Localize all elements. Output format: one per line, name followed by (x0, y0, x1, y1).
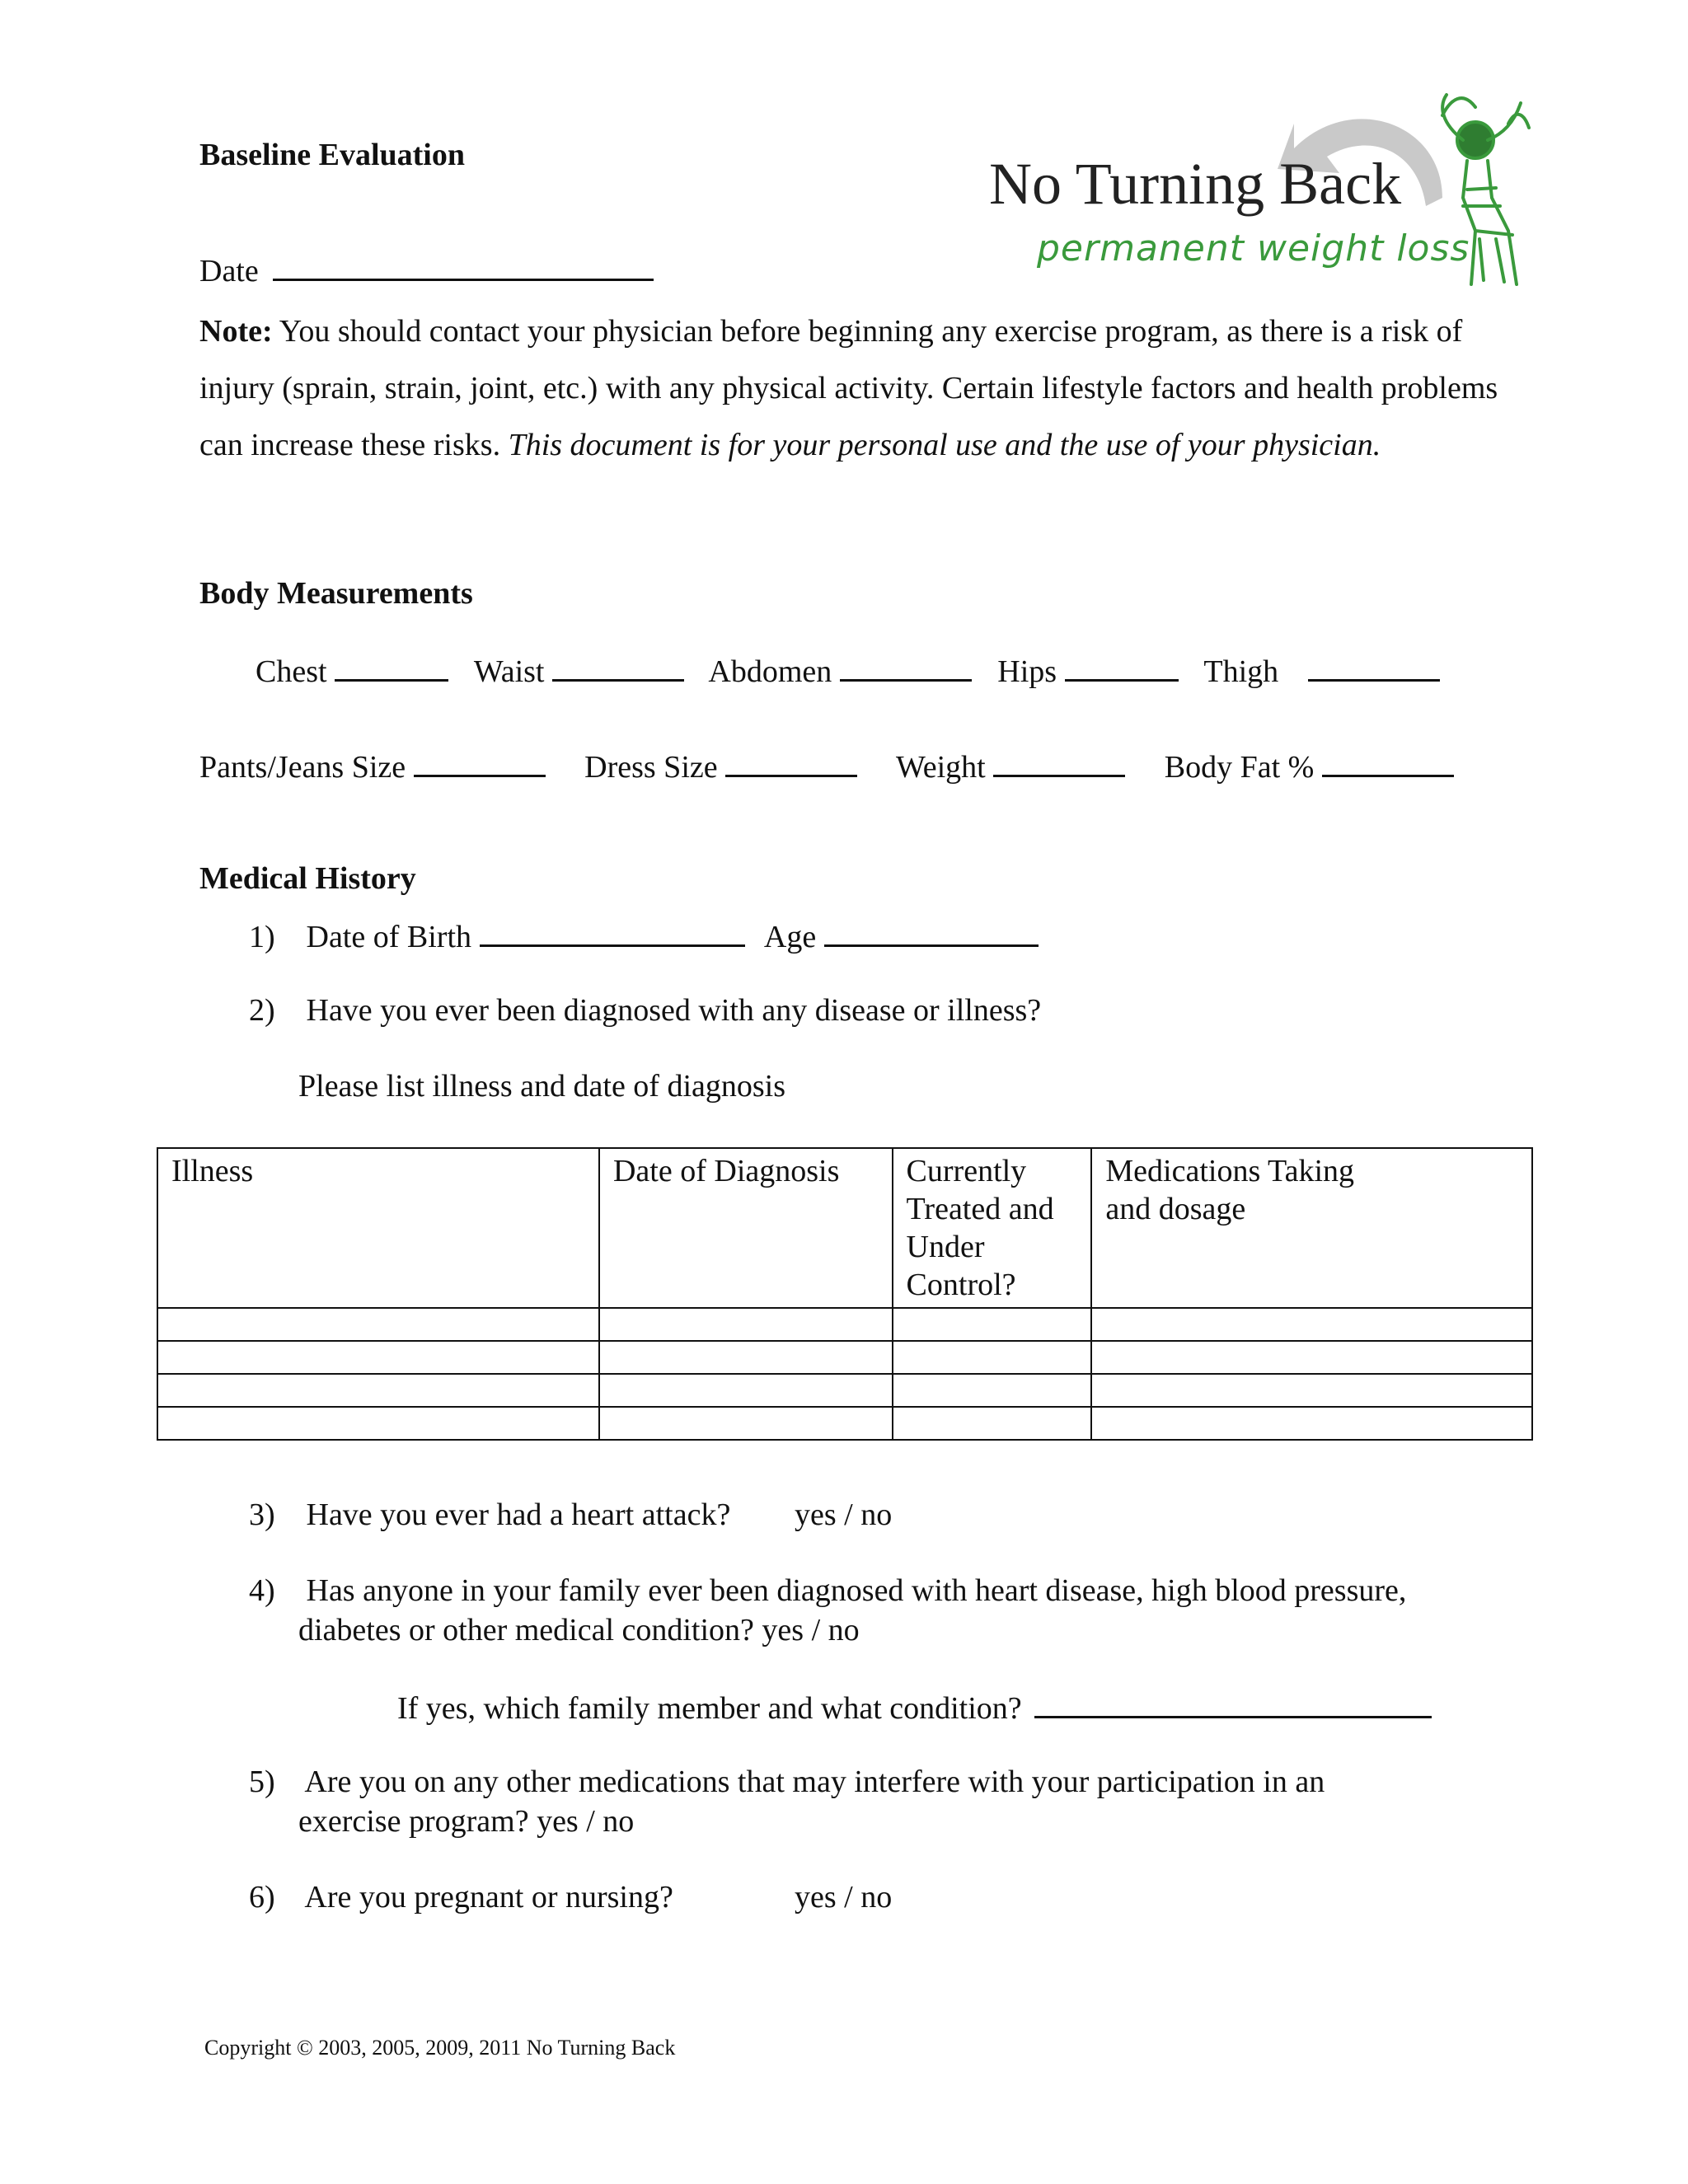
thigh-blank[interactable] (1308, 651, 1440, 682)
measurements-row-1 (256, 651, 1440, 690)
note-paragraph (199, 303, 1518, 474)
column-header-date-of-diagnosis: Date of Diagnosis (599, 1148, 893, 1308)
question-5 (249, 1764, 1325, 1800)
table-cell[interactable] (599, 1341, 893, 1374)
dob-blank[interactable] (480, 916, 745, 947)
hips-label: Hips (997, 654, 1057, 690)
column-header-illness: Illness (157, 1148, 599, 1308)
page-title: Baseline Evaluation (199, 138, 465, 172)
logo-title: No Turning Back (989, 151, 1402, 217)
date-label: Date (199, 254, 259, 289)
pants-size-label: Pants/Jeans Size (199, 750, 406, 785)
column-header-currently-treated: Currently Treated and Under Control? (893, 1148, 1092, 1308)
table-cell[interactable] (157, 1341, 599, 1374)
body-fat-label: Body Fat % (1164, 750, 1315, 785)
table-row (157, 1341, 1532, 1374)
question-4-followup-text: If yes, which family member and what condition? (397, 1691, 1022, 1727)
measurements-row-2 (199, 747, 1454, 785)
pants-size-blank[interactable] (414, 747, 546, 777)
dress-size-label: Dress Size (584, 750, 718, 785)
note-label: Note: (199, 314, 273, 349)
question-number: 1) (249, 920, 275, 955)
question-5-line-1: Are you on any other medications that may interfere with your participation in an (304, 1765, 1325, 1799)
question-3 (249, 1497, 730, 1533)
question-3-text: Have you ever had a heart attack? (306, 1497, 731, 1532)
dress-size-blank[interactable] (725, 747, 857, 777)
question-4-followup (397, 1688, 1432, 1727)
question-2-sub: Please list illness and date of diagnosis (298, 1069, 786, 1104)
table-cell[interactable] (157, 1407, 599, 1440)
question-6-text: Are you pregnant or nursing? (304, 1880, 673, 1915)
question-2-text: Have you ever been diagnosed with any disease or illness? (306, 993, 1042, 1028)
question-4-line-1: Has anyone in your family ever been diagnosed with heart disease, high blood pressure, (306, 1573, 1407, 1608)
table-cell[interactable] (1091, 1308, 1532, 1341)
question-5-line-2[interactable]: exercise program? yes / no (298, 1804, 635, 1839)
question-1 (249, 916, 1039, 955)
logo-tagline: permanent weight loss (1037, 227, 1470, 269)
note-italic-text: This document is for your personal use and the use of your physician. (508, 428, 1381, 462)
table-cell[interactable] (893, 1308, 1092, 1341)
question-2 (249, 992, 1041, 1029)
table-cell[interactable] (893, 1341, 1092, 1374)
table-cell[interactable] (599, 1374, 893, 1407)
question-6-answer[interactable]: yes / no (795, 1880, 893, 1915)
weight-label: Weight (895, 750, 986, 785)
question-number: 2) (249, 993, 275, 1028)
question-4 (249, 1572, 1406, 1609)
logo (981, 91, 1541, 297)
table-cell[interactable] (599, 1407, 893, 1440)
date-blank[interactable] (273, 251, 654, 281)
table-cell[interactable] (599, 1308, 893, 1341)
table-row (157, 1374, 1532, 1407)
thigh-label: Thigh (1203, 654, 1279, 690)
table-cell[interactable] (1091, 1341, 1532, 1374)
table-header-row (157, 1148, 1532, 1308)
waist-blank[interactable] (552, 651, 684, 682)
question-4-followup-blank[interactable] (1034, 1688, 1432, 1718)
illness-table (157, 1147, 1533, 1441)
table-cell[interactable] (157, 1374, 599, 1407)
chest-label: Chest (256, 654, 327, 690)
question-number: 4) (249, 1573, 275, 1608)
weight-blank[interactable] (993, 747, 1125, 777)
age-blank[interactable] (824, 916, 1039, 947)
dob-label: Date of Birth (306, 920, 472, 955)
body-fat-blank[interactable] (1322, 747, 1454, 777)
body-measurements-heading: Body Measurements (199, 576, 473, 611)
question-number: 3) (249, 1497, 275, 1532)
table-cell[interactable] (1091, 1407, 1532, 1440)
medical-history-heading: Medical History (199, 861, 416, 896)
table-cell[interactable] (893, 1374, 1092, 1407)
question-number: 6) (249, 1880, 275, 1915)
question-number: 5) (249, 1765, 275, 1799)
table-row (157, 1407, 1532, 1440)
table-cell[interactable] (893, 1407, 1092, 1440)
note-text: You should contact your physician before beginning any exercise program, as there is a risk of injury (sprain, strain, joint, etc.) with any physical activity. Certain lifestyle factors and health problems can increase these risks. (199, 314, 1498, 462)
waist-label: Waist (473, 654, 545, 690)
chest-blank[interactable] (335, 651, 448, 682)
question-6 (249, 1879, 673, 1915)
abdomen-blank[interactable] (840, 651, 972, 682)
age-label: Age (763, 920, 817, 955)
hips-blank[interactable] (1065, 651, 1179, 682)
date-field[interactable] (199, 251, 654, 289)
abdomen-label: Abdomen (708, 654, 832, 690)
question-3-answer[interactable]: yes / no (795, 1497, 893, 1532)
table-cell[interactable] (1091, 1374, 1532, 1407)
table-cell[interactable] (157, 1308, 599, 1341)
copyright-text: Copyright © 2003, 2005, 2009, 2011 No Turning Back (204, 2036, 676, 2060)
column-header-medications: Medications Taking and dosage (1091, 1148, 1532, 1308)
table-row (157, 1308, 1532, 1341)
question-4-line-2[interactable]: diabetes or other medical condition? yes / no (298, 1613, 860, 1647)
